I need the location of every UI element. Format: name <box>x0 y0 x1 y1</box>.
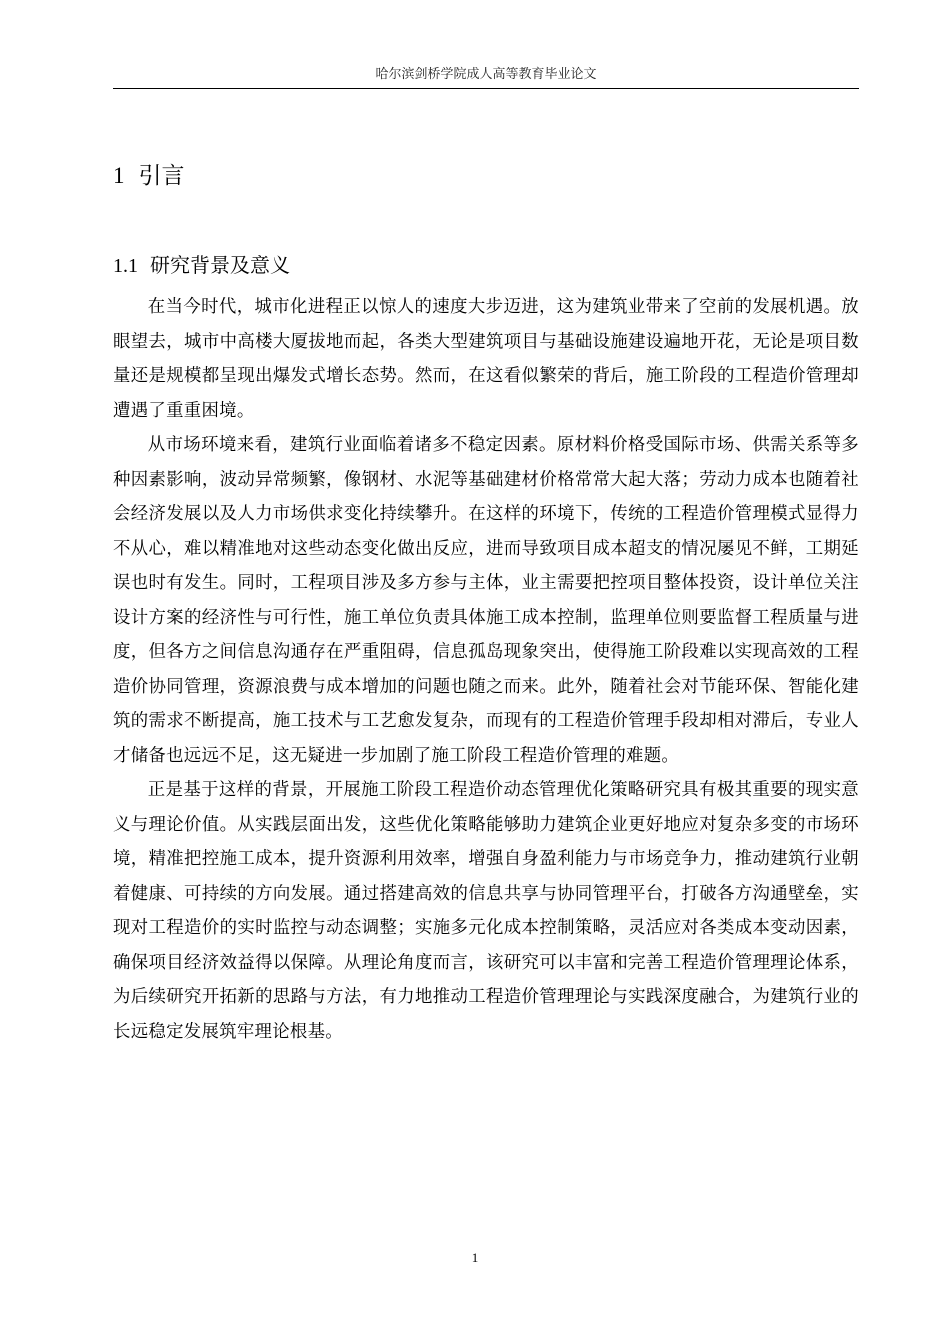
section-title: 研究背景及意义 <box>150 253 290 277</box>
paragraph: 从市场环境来看，建筑行业面临着诸多不稳定因素。原材料价格受国际市场、供需关系等多种因素影响，波动异常频繁，像钢材、水泥等基础建材价格常常大起大落；劳动力成本也随着社会经济发展以及人力市场供求变化持续攀升。在这样的环境下，传统的工程造价管理模式显得力不从心，难以精准地对这些动态变化做出反应，进而导致项目成本超支的情况屡见不鲜，工期延误也时有发生。同时，工程项目涉及多方参与主体，业主需要把控项目整体投资，设计单位关注设计方案的经济性与可行性，施工单位负责具体施工成本控制，监理单位则要监督工程质量与进度，但各方之间信息沟通存在严重阻碍，信息孤岛现象突出，使得施工阶段难以实现高效的工程造价协同管理，资源浪费与成本增加的问题也随之而来。此外，随着社会对节能环保、智能化建筑的需求不断提高，施工技术与工艺愈发复杂，而现有的工程造价管理手段却相对滞后，专业人才储备也远远不足，这无疑进一步加剧了施工阶段工程造价管理的难题。 <box>113 435 859 766</box>
body-text <box>113 290 859 1049</box>
paragraph: 正是基于这样的背景，开展施工阶段工程造价动态管理优化策略研究具有极其重要的现实意义与理论价值。从实践层面出发，这些优化策略能够助力建筑企业更好地应对复杂多变的市场环境，精准把控施工成本，提升资源利用效率，增强自身盈利能力与市场竞争力，推动建筑行业朝着健康、可持续的方向发展。通过搭建高效的信息共享与协同管理平台，打破各方沟通壁垒，实现对工程造价的实时监控与动态调整；实施多元化成本控制策略，灵活应对各类成本变动因素，确保项目经济效益得以保障。从理论角度而言，该研究可以丰富和完善工程造价管理理论体系，为后续研究开拓新的思路与方法，有力地推动工程造价管理理论与实践深度融合，为建筑行业的长远稳定发展筑牢理论根基。 <box>113 780 859 1042</box>
chapter-heading <box>113 160 185 192</box>
running-header: 哈尔滨剑桥学院成人高等教育毕业论文 <box>375 67 597 82</box>
chapter-title: 引言 <box>138 163 185 189</box>
chapter-number: 1 <box>113 163 125 188</box>
page-number: 1 <box>471 1250 479 1265</box>
section-heading <box>113 250 290 281</box>
paragraph: 在当今时代，城市化进程正以惊人的速度大步迈进，这为建筑业带来了空前的发展机遇。放眼望去，城市中高楼大厦拔地而起，各类大型建筑项目与基础设施建设遍地开花，无论是项目数量还是规模都呈现出爆发式增长态势。然而，在这看似繁荣的背后，施工阶段的工程造价管理却遭遇了重重困境。 <box>113 297 859 421</box>
section-number: 1.1 <box>113 255 138 277</box>
header-divider <box>113 88 859 89</box>
